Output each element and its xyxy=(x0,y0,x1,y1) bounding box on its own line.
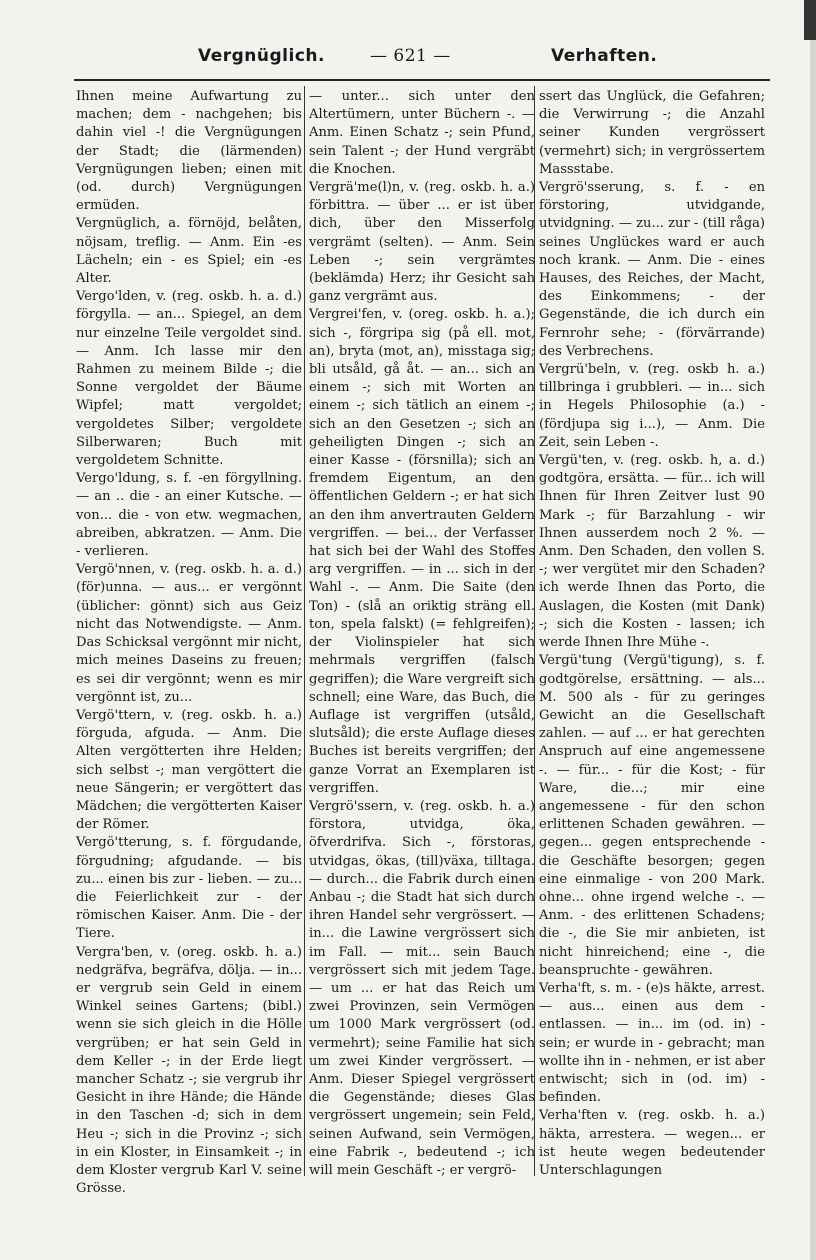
dictionary-entry: Vergrü'beln, v. (reg. oskb h. a.) tillbringa i grubbleri. — in... sich in Hegels Philosophie (a.) - (fördjupa sig i...), — Anm. Die Zeit, sein Leben -. xyxy=(539,362,765,450)
dictionary-entry: Verha'ften v. (reg. oskb. h. a.) häkta, arrestera. — wegen... er ist heute wegen bedeutender Unterschlagungen xyxy=(539,1108,765,1178)
dictionary-entry: Vergrä'me(l)n, v. (reg. oskb. h. a.) förbittra. — über ... er ist über dich, über den Misserfolg vergrämt (selten). — Anm. Sein Leben -; sein vergrämtes (beklämda) Herz; ihr Gesicht sah ganz vergrämt aus. xyxy=(309,180,535,305)
dictionary-entry: Vergrö'sserung, s. f. - en förstoring, utvidgande, utvidgning. — zu... zur - (till råga) seines Unglückes ward er auch noch krank. — Anm. Die - eines Hauses, des Reiches, der Macht, des Einkommens; - der Gegenstände, die ich durch ein Fernrohr sehe; - (förvärrande) des Verbrechens. xyxy=(539,180,765,359)
dictionary-entry: Ihnen meine Aufwartung zu machen; dem - nachgehen; bis dahin viel -! die Vergnügungen der Stadt; die (lärmenden) Vergnügungen lieben; einen mit (od. durch) Vergnügungen ermüden. xyxy=(76,89,302,214)
page-edge xyxy=(810,0,816,1260)
page-header xyxy=(74,46,774,76)
column-divider xyxy=(304,86,305,1176)
column-3 xyxy=(539,88,765,1178)
dictionary-entry: Vergü'tung (Vergü'tigung), s. f. godtgörelse, ersättning. — als... M. 500 als - für zu geringes Gewicht an die Gesellschaft zahlen. — auf ... er hat gerechten Anspruch auf eine angemessene -. — für... - für die Kost; - für Ware, die...; mir eine angemessene - für den schon erlittenen Schaden gewähren. — gegen... gegen entsprechende - die Geschäfte besorgen; gegen eine einmalige - von 200 Mark. ohne... ohne irgend welche -. — Anm. - des erlittenen Schadens; die -, die Sie mir anbieten, ist nicht hinreichend; eine -, die beanspruchte - gewähren. xyxy=(539,653,765,978)
dictionary-entry: Vergo'ldung, s. f. -en förgyllning. — an .. die - an einer Kutsche. — von... die - von etw. wegmachen, abreiben, abkratzen. — Anm. Die - verlieren. xyxy=(76,471,302,560)
dictionary-entry: ssert das Unglück, die Gefahren; die Verwirrung -; die Anzahl seiner Kunden vergrössert (vermehrt) sich; in vergrössertem Massstabe. xyxy=(539,89,765,177)
header-right-catchword: Verhaften. xyxy=(551,46,658,66)
dictionary-entry: Vergrei'fen, v. (oreg. oskb. h. a.); sich -, förgripa sig (på ell. mot, an), bryta (mot, an), misstaga sig; bli utsåld, gå åt. — an... sich an einem -; sich mit Worten an einem -; sich tätlich an einem -; sich an den Gesetzen -; sich an geheiligten Dingen -; sich an einer Kasse - (försnilla); sich an fremdem Eigentum, an den öffentlichen Geldern -; er hat sich an den ihm anvertrauten Geldern vergriffen. — bei... der Verfasser hat sich bei der Wahl des Stoffes arg vergriffen. — in ... sich in der Wahl -. — Anm. Die Saite (den Ton) - (slå an oriktig sträng ell. ton, spela falskt) (= fehlgreifen); der Violinspieler hat sich mehrmals vergriffen (falsch gegriffen); die Ware vergreift sich schnell; eine Ware, das Buch, die Auflage ist vergriffen (utsåld, slutsåld); die erste Auflage dieses Buches ist bereits vergriffen; der ganze Vorrat an Exemplaren ist vergriffen. xyxy=(309,307,535,796)
dictionary-entry: Vergo'lden, v. (reg. oskb. h. a. d.) förgylla. — an... Spiegel, an dem nur einzelne Teile vergoldet sind. — Anm. Ich lasse mir den Rahmen zu meinem Bilde -; die Sonne vergoldet der Bäume Wipfel; matt vergoldet; vergoldetes Silber; vergoldete Silberwaren; Buch mit vergoldetem Schnitte. xyxy=(76,289,302,469)
dictionary-entry: Vergö'tterung, s. f. förgudande, förgudning; afgudande. — bis zu... einen bis zur - lieben. — zu... die Feierlichkeit zur - der römischen Kaiser. Anm. Die - der Tiere. xyxy=(76,835,302,942)
dictionary-entry: Vergrö'ssern, v. (reg. oskb. h. a.) förstora, utvidga, öka, öfverdrifva. Sich -, förstoras, utvidgas, ökas, (till)växa, tilltaga. — durch... die Fabrik durch einen Anbau -; die Stadt hat sich durch ihren Handel sehr vergrössert. — in... die Lawine vergrössert sich im Fall. — mit... sein Bauch vergrössert sich mit jedem Tage. — um ... er hat das Reich um zwei Provinzen, sein Vermögen um 1000 Mark vergrössert (od. vermehrt); seine Familie hat sich um zwei Kinder vergrössert. — Anm. Dieser Spiegel vergrössert die Gegenstände; dieses Glas vergrössert ungemein; sein Feld, seinen Aufwand, sein Vermögen, eine Fabrik -, bedeutend -; ich will mein Geschäft -; er vergrö- xyxy=(309,798,535,1178)
dictionary-entry: Vergü'ten, v. (reg. oskb. h, a. d.) godtgöra, ersätta. — für... ich will Ihnen für Ihren Zeitver lust 90 Mark -; für Barzahlung - wir Ihnen ausserdem noch 2 %. — Anm. Den Schaden, den vollen S. -; wer vergütet mir den Schaden? ich werde Ihnen das Porto, die Auslagen, die Kosten (mit Dank) -; sich die Kosten - lassen; ich werde Ihnen Ihre Mühe -. xyxy=(539,453,765,651)
dictionary-entry: Vergnüglich, a. förnöjd, belåten, nöjsam, treflig. — Anm. Ein -es Lächeln; ein - es Spiel; ein -es Alter. xyxy=(76,216,302,287)
scan-corner-mark xyxy=(804,0,816,40)
column-2 xyxy=(309,88,535,1178)
header-rule xyxy=(74,79,770,81)
dictionary-entry: Vergö'nnen, v. (reg. oskb. h. a. d.) (för)unna. — aus... er vergönnt (üblicher: gönnt) sich aus Geiz nicht das Notwendigste. — Anm. Das Schicksal vergönnt mir nicht, mich meines Daseins zu freuen; es sei dir vergönnt; wenn es mir vergönnt ist, zu... xyxy=(76,562,302,705)
dictionary-entry: Verha'ft, s. m. - (e)s häkte, arrest. — aus... einen aus dem - entlassen. — in... im (od. in) - sein; er wurde in - gebracht; man wollte ihn in - nehmen, er ist aber entwischt; sich in (od. im) - befinden. xyxy=(539,980,765,1106)
column-1 xyxy=(76,88,302,1197)
dictionary-entry: Vergra'ben, v. (oreg. oskb. h. a.) nedgräfva, begräfva, dölja. — in... er vergrub sein Geld in einem Winkel seines Gartens; (bibl.) wenn sie sich gleich in die Hölle vergrüben; er hat sein Geld in dem Keller -; in der Erde liegt mancher Schatz -; sie vergrub ihr Gesicht in ihre Hände; die Hände in den Taschen -d; sich in dem Heu -; sich in die Provinz -; sich in ein Kloster, in Einsamkeit -; in dem Kloster vergrub Karl V. seine Grösse. xyxy=(76,944,302,1197)
dictionary-entry: Vergö'ttern, v. (reg. oskb. h. a.) förguda, afguda. — Anm. Die Alten vergötterten ihre Helden; sich selbst -; man vergöttert die neue Sängerin; er vergöttert das Mädchen; die vergötterten Kaiser der Römer. xyxy=(76,707,302,833)
page-number: — 621 — xyxy=(370,46,451,66)
dictionary-entry: — unter... sich unter den Altertümern, unter Büchern -. — Anm. Einen Schatz -; sein Pfund, sein Talent -; der Hund vergräbt die Knochen. xyxy=(309,89,535,177)
header-left-catchword: Vergnüglich. xyxy=(198,46,325,66)
